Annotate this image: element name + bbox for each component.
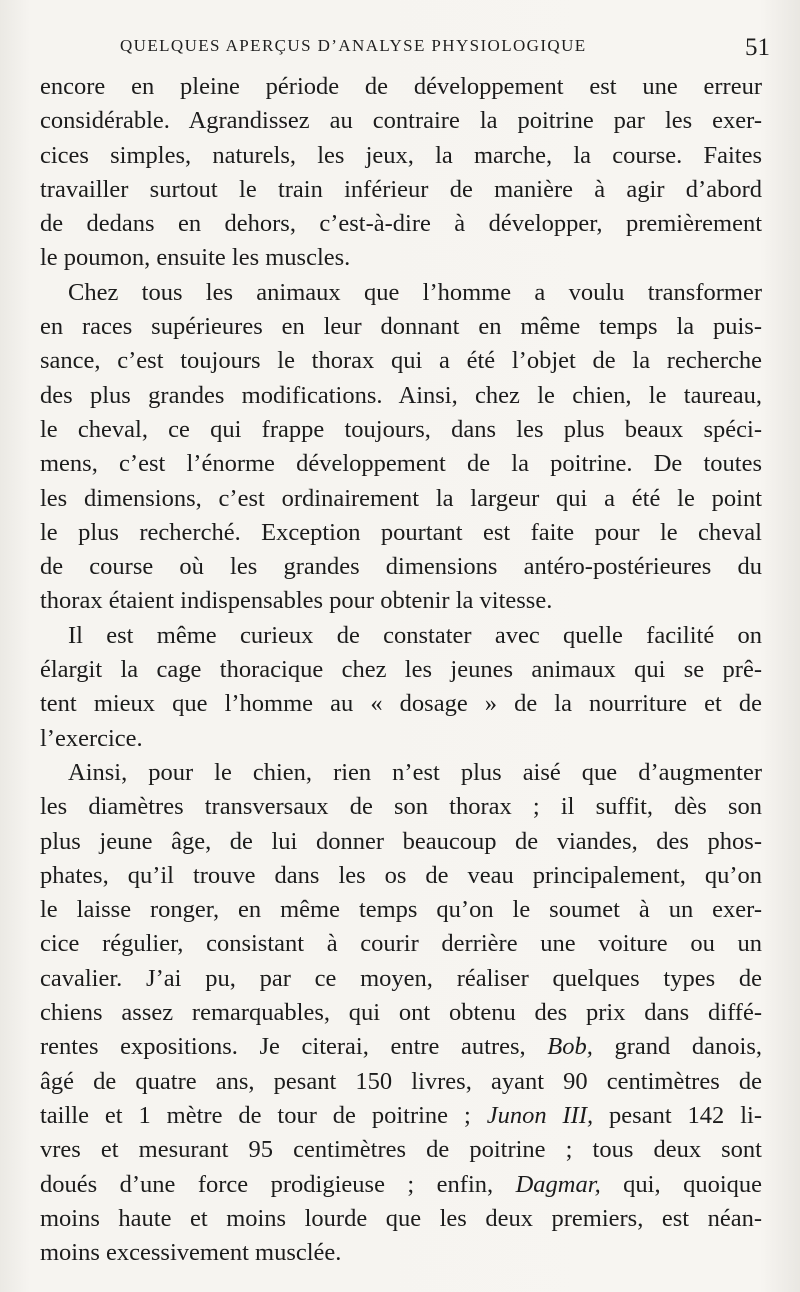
text-line: plus jeune âge, de lui donner beaucoup de viandes, des phos- (40, 827, 762, 855)
text-line (40, 1168, 762, 1202)
paragraph (40, 756, 762, 1270)
text-line: moins excessivement musclée. (40, 1239, 342, 1267)
text-line (40, 1030, 762, 1064)
text-line: en races supérieures en leur donnant en même temps la puis- (40, 313, 762, 341)
text-line: mens, c’est l’énorme développement de la poitrine. De toutes (40, 450, 762, 478)
text-line: cice régulier, consistant à courir derrière une voiture ou un (40, 930, 762, 958)
text-segment: rentes expositions. Je citerai, entre autres, (40, 1033, 526, 1061)
text-line: tent mieux que l’homme au « dosage » de la nourriture et de (40, 690, 762, 718)
text-line: moins haute et moins lourde que les deux premiers, est néan- (40, 1204, 762, 1232)
text-line: Chez tous les animaux que l’homme a voulu transformer (68, 278, 762, 306)
text-line: sance, c’est toujours le thorax qui a été l’objet de la recherche (40, 347, 762, 375)
text-line: considérable. Agrandissez au contraire la poitrine par les exer- (40, 107, 762, 135)
text-segment: taille et 1 mètre de tour de poitrine ; (40, 1101, 471, 1129)
page-number: 51 (745, 34, 770, 61)
text-segment: doués d’une force prodigieuse ; enfin, (40, 1170, 494, 1198)
text-line: de dedans en dehors, c’est-à-dire à développer, premièrement (40, 210, 762, 238)
paragraph (40, 619, 762, 756)
paragraph (40, 276, 762, 619)
text-line: les diamètres transversaux de son thorax ; il suffit, dès son (40, 793, 762, 821)
dog-name-dagmar: Dagmar, (515, 1170, 601, 1198)
text-line: de course où les grandes dimensions antéro-postérieures du (40, 553, 762, 581)
text-line: travailler surtout le train inférieur de manière à agir d’abord (40, 175, 762, 203)
page-header (110, 34, 770, 66)
text-line: Il est même curieux de constater avec quelle facilité on (68, 621, 762, 649)
text-line: élargit la cage thoracique chez les jeunes animaux qui se prê- (40, 656, 762, 684)
text-line: cices simples, naturels, les jeux, la marche, la course. Faites (40, 141, 762, 169)
text-segment: pesant 142 li- (609, 1101, 762, 1129)
text-line: des plus grandes modifications. Ainsi, chez le chien, le taureau, (40, 381, 762, 409)
text-line: thorax étaient indispensables pour obtenir la vitesse. (40, 587, 553, 615)
text-line: vres et mesurant 95 centimètres de poitrine ; tous deux sont (40, 1136, 762, 1164)
text-line: l’exercice. (40, 724, 143, 752)
text-line: le poumon, ensuite les muscles. (40, 244, 351, 272)
dog-name-junon: Junon III, (486, 1101, 594, 1129)
text-line: phates, qu’il trouve dans les os de veau principalement, qu’on (40, 861, 762, 889)
text-line: le cheval, ce qui frappe toujours, dans les plus beaux spéci- (40, 415, 762, 443)
text-line: encore en pleine période de développement est une erreur (40, 73, 762, 100)
text-segment: qui, quoique (623, 1170, 762, 1198)
running-head: QUELQUES APERÇUS D’ANALYSE PHYSIOLOGIQUE (120, 36, 587, 55)
body-text (40, 70, 762, 1270)
text-line (40, 1099, 762, 1133)
text-line: cavalier. J’ai pu, par ce moyen, réaliser quelques types de (40, 964, 762, 992)
text-line: âgé de quatre ans, pesant 150 livres, ayant 90 centimètres de (40, 1067, 762, 1095)
text-line: Ainsi, pour le chien, rien n’est plus aisé que d’augmenter (68, 758, 762, 786)
text-line: les dimensions, c’est ordinairement la largeur qui a été le point (40, 484, 762, 512)
text-line: le plus recherché. Exception pourtant est faite pour le cheval (40, 518, 762, 546)
paragraph (40, 70, 762, 276)
dog-name-bob: Bob, (547, 1033, 593, 1061)
text-line: le laisse ronger, en même temps qu’on le soumet à un exer- (40, 896, 762, 924)
text-line: chiens assez remarquables, qui ont obtenu des prix dans diffé- (40, 999, 762, 1027)
text-segment: grand danois, (614, 1033, 763, 1061)
